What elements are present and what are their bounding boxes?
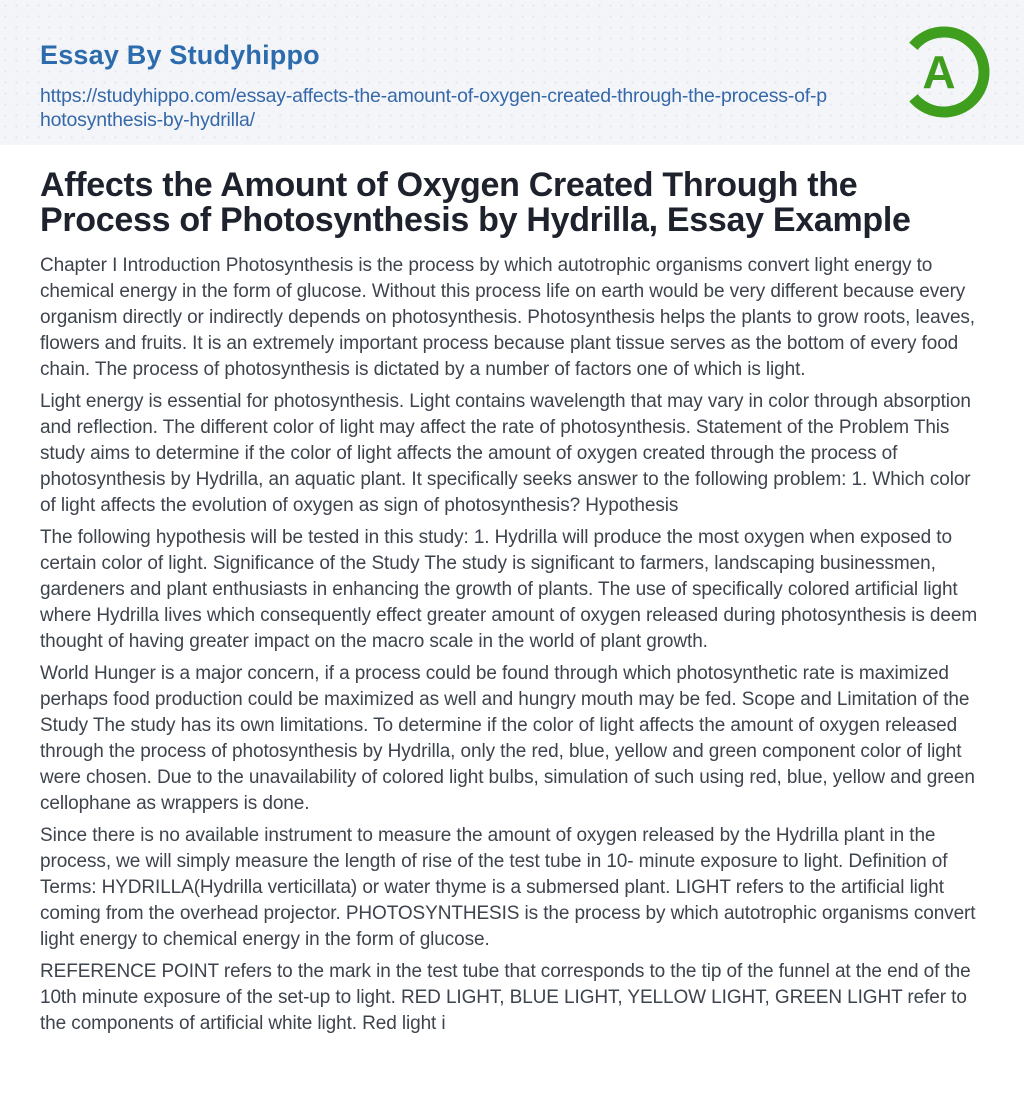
page-header <box>0 0 1024 145</box>
article-paragraph: Since there is no available instrument to measure the amount of oxygen released by the Hydrilla plant in the process, we will simply measure the length of rise of the test tube in 10- minute exposure to light. Definition of Terms: HYDRILLA(Hydrilla verticillata) or water thyme is a submersed plant. LIGHT refers to the artificial light coming from the overhead projector. PHOTOSYNTHESIS is the process by which autotrophic organisms convert light energy to chemical energy in the form of glucose. <box>40 825 976 950</box>
article-title: Affects the Amount of Oxygen Created Through the Process of Photosynthesis by Hydrilla, Essay Example <box>40 166 911 239</box>
article-paragraph: World Hunger is a major concern, if a process could be found through which photosynthetic rate is maximized perhaps food production could be maximized as well and hungry mouth may be fed. Scope and Limitation of the Study The study has its own limitations. To determine if the color of light affects the amount of oxygen released through the process of photosynthesis by Hydrilla, only the red, blue, yellow and green component color of light were chosen. Due to the unavailability of colored light bulbs, simulation of such using red, blue, yellow and green cellophane as wrappers is done. <box>40 663 975 814</box>
page-url-link[interactable]: https://studyhippo.com/essay-affects-the-amount-of-oxygen-created-through-the-process-of-photosynthesis-by-hydrilla/ <box>40 85 827 131</box>
article-paragraph: The following hypothesis will be tested in this study: 1. Hydrilla will produce the most oxygen when exposed to certain color of light. Significance of the Study The study is significant to farmers, landscaping businessmen, gardeners and plant enthusiasts in enhancing the growth of plants. The use of specifically colored artificial light where Hydrilla lives which consequently effect greater amount of oxygen released during photosynthesis is deem thought of having greater impact on the macro scale in the world of plant growth. <box>40 527 978 652</box>
article-paragraph: Light energy is essential for photosynthesis. Light contains wavelength that may vary in color through absorption and reflection. The different color of light may affect the rate of photosynthesis. Statement of the Problem This study aims to determine if the color of light affects the amount of oxygen created through the process of photosynthesis by Hydrilla, an aquatic plant. It specifically seeks answer to the following problem: 1. Which color of light affects the evolution of oxygen as sign of photosynthesis? Hypothesis <box>40 391 971 516</box>
article-body <box>40 253 990 1037</box>
article-paragraph: Chapter I Introduction Photosynthesis is the process by which autotrophic organisms convert light energy to chemical energy in the form of glucose. Without this process life on earth would be very different because every organism directly or indirectly depends on photosynthesis. Photosynthesis helps the plants to grow roots, leaves, flowers and fruits. It is an extremely important process because plant tissue serves as the bottom of every food chain. The process of photosynthesis is dictated by a number of factors one of which is light. <box>40 255 975 380</box>
article-paragraph: REFERENCE POINT refers to the mark in the test tube that corresponds to the tip of the funnel at the end of the 10th minute exposure of the set-up to light. RED LIGHT, BLUE LIGHT, YELLOW LIGHT, GREEN LIGHT refer to the components of artificial white light. Red light i <box>40 961 971 1034</box>
header-text-block <box>40 0 830 132</box>
studyhippo-logo <box>898 26 990 118</box>
logo-letter: A <box>922 46 956 98</box>
article <box>0 145 1024 1037</box>
logo-arc-icon <box>898 26 990 118</box>
site-title: Essay By Studyhippo <box>40 40 320 70</box>
